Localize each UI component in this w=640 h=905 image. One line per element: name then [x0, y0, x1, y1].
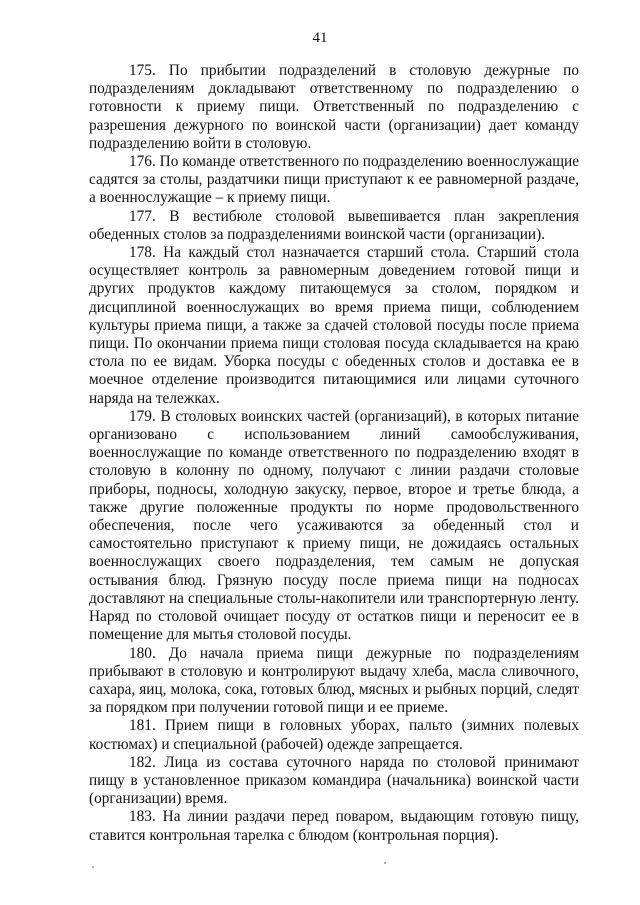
paragraph-176: 176. По команде ответственного по подразделению военнослужащие садятся за столы, раздатчики пищи приступают к ее равномерной раздаче, а военнослужащие – к приему пищи. — [89, 153, 579, 207]
paragraph-182: 182. Лица из состава суточного наряда по столовой принимают пищу в установленное приказом командира (начальника) воинской части (организации) время. — [89, 753, 579, 808]
paragraph-181: 181. Прием пищи в головных уборах, пальто (зимних полевых костюмах) и специальной (рабочей) одежде запрещается. — [89, 717, 579, 753]
document-body — [89, 62, 579, 845]
scan-speck — [92, 866, 94, 868]
paragraph-183: 183. На линии раздачи перед поваром, выдающим готовую пищу, ставится контрольная тарелка с блюдом (контрольная порция). — [89, 808, 579, 844]
page-number: 41 — [312, 30, 328, 46]
paragraph-180: 180. До начала приема пищи дежурные по подразделениям прибывают в столовую и контролируют выдачу хлеба, масла сливочного, сахара, яиц, молока, сока, готовых блюд, мясных и рыбных порций, следят за порядком при получении готовой пищи и ее приеме. — [89, 644, 579, 717]
paragraph-175: 175. По прибытии подразделений в столовую дежурные по подразделениям докладывают ответственному по подразделению о готовности к приему пищи. Ответственный по подразделению с разрешения дежурного по воинской части (организации) дает команду подразделению войти в столовую. — [89, 62, 579, 152]
paragraph-178: 178. На каждый стол назначается старший стола. Старший стола осуществляет контроль за равномерным доведением готовой пищи и других продуктов каждому питающемуся за столом, порядком и дисциплиной военнослужащих во время приема пищи, соблюдением культуры приема пищи, а также за сдачей столовой посуды после приема пищи. По окончании приема пищи столовая посуда складывается на краю стола по ее видам. Уборка посуды с обеденных столов и доставка ее в моечное отделение производится питающимися или лицами суточного наряда на тележках. — [89, 244, 579, 407]
paragraph-179: 179. В столовых воинских частей (организаций), в которых питание организовано с использованием линий самообслуживания, военнослужащие по команде ответственного по подразделению входят в столовую в колонну по одному, получают с линии раздачи столовые приборы, подносы, холодную закуску, первое, второе и третье блюда, а также другие положенные продукты по норме продовольственного обеспечения, после чего усаживаются за обеденный стол и самостоятельно приступают к приему пищи, не дожидаясь остальных военнослужащих своего подразделения, тем самым не допуская остывания блюд. Грязную посуду после приема пищи на подносах доставляют на специальные столы-накопители или транспортерную ленту. Наряд по столовой очищает посуду от остатков пищи и переносит ее в помещение для мытья столовой посуды. — [89, 407, 579, 644]
paragraph-177: 177. В вестибюле столовой вывешивается план закрепления обеденных столов за подразделениями воинской части (организации). — [89, 207, 579, 243]
scan-speck — [384, 862, 386, 864]
